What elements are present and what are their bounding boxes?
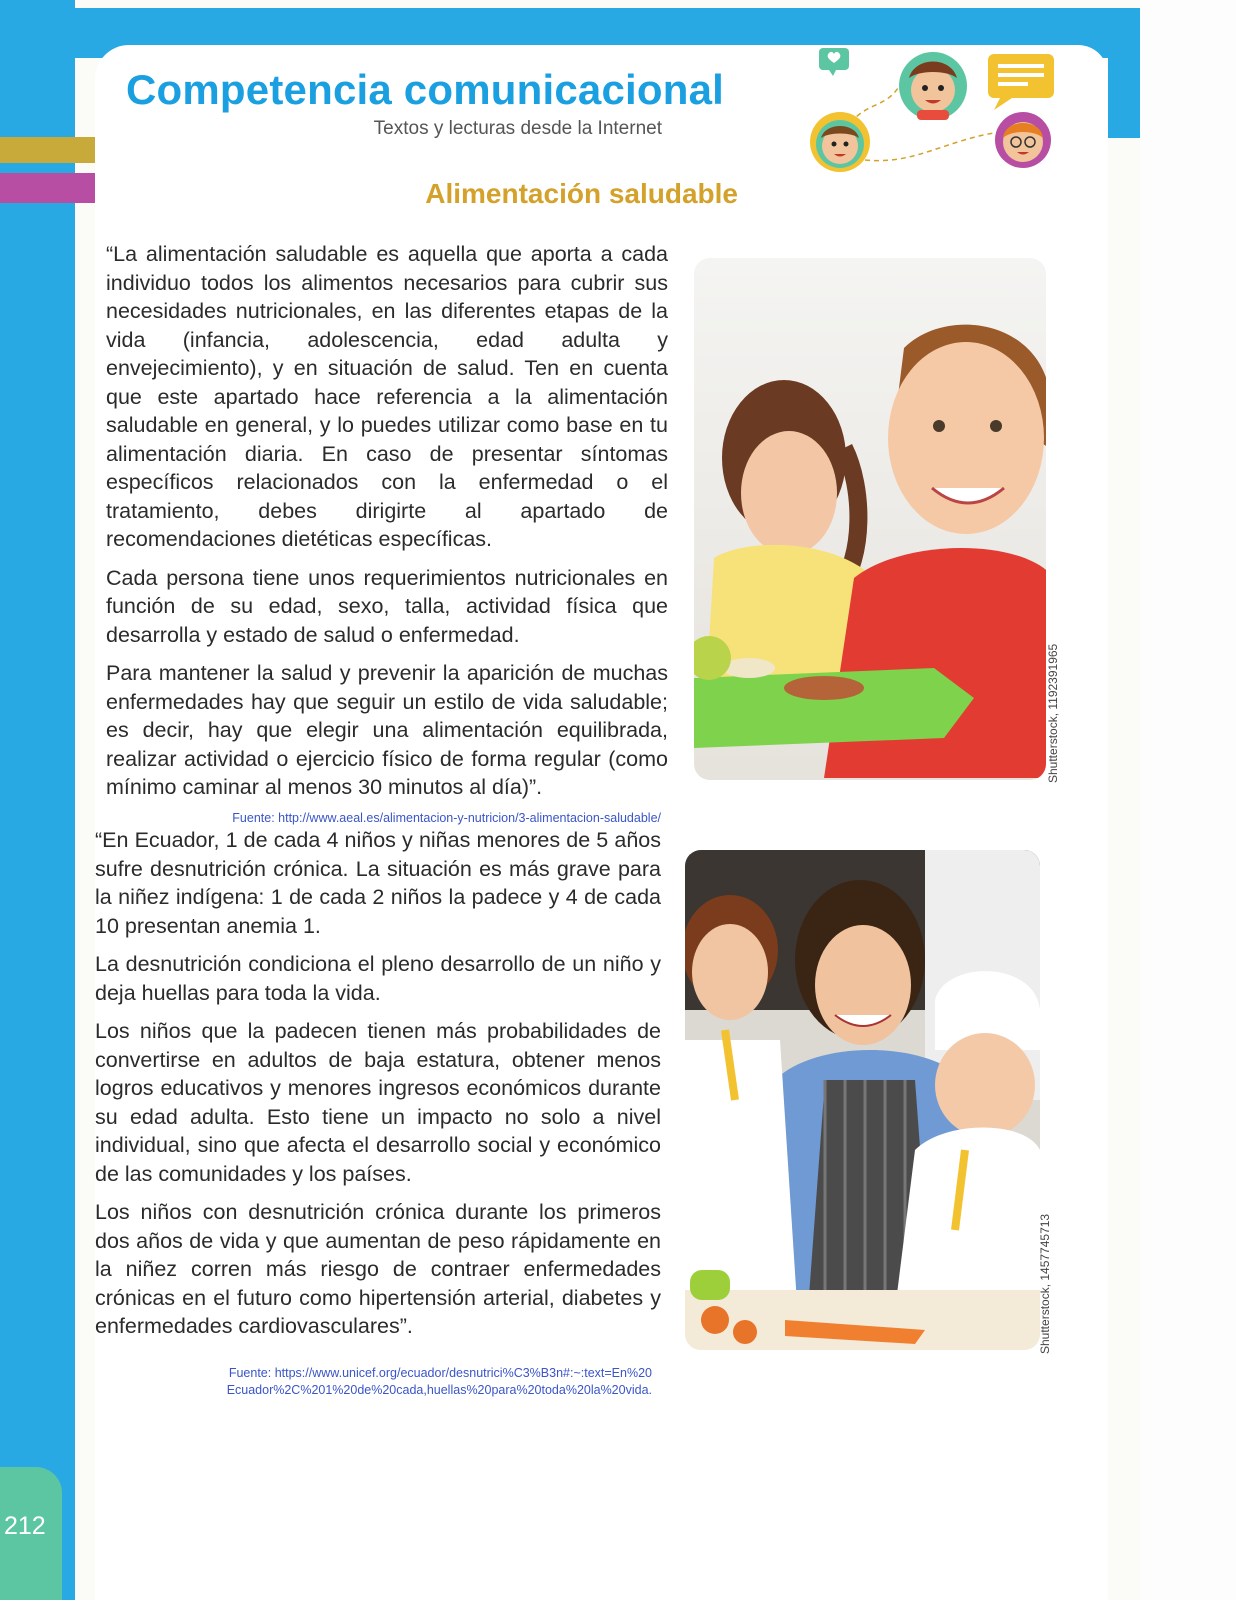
page-number: 212 — [4, 1512, 46, 1540]
photo-children-eating — [694, 258, 1046, 780]
article-2-paragraph-4: Los niños con desnutrición crónica durante los primeros dos años de vida y que aumentan de peso rápidamente en la niñez corren más riesgo de contraer enfermedades crónicas en el futuro como hipertensión arterial, diabetes y enfermedades cardiovasculares”. — [95, 1200, 661, 1338]
article-2-paragraph-1: “En Ecuador, 1 de cada 4 niños y niñas menores de 5 años sufre desnutrición crónica. La situación es más grave para la niñez indígena: 1 de cada 2 niños la padece y 4 de cada 10 presentan anemia 1. — [95, 828, 661, 938]
header-illustration — [795, 40, 1060, 180]
article-1-paragraph-1: “La alimentación saludable es aquella que aporta a cada individuo todos los alimentos necesarios para cubrir sus necesidades nutricionales, en las diferentes etapas de la vida (infancia, adolescencia, edad adulta y envejecimiento), y en situación de salud. Ten en cuenta que este apartado hace referencia a la alimentación saludable en general, y lo puedes utilizar como base en tu alimentación diaria. En caso de presentar síntomas específicos relacionados con la enfermedad o el tratamiento, debes dirigirte al apartado de recomendaciones dietéticas específicas. — [106, 242, 668, 551]
article-1-source: Fuente: http://www.aeal.es/alimentacion-y-nutricion/3-alimentacion-saludable/ — [232, 811, 661, 825]
article-2-source — [100, 1365, 652, 1399]
article-1-paragraph-3: Para mantener la salud y prevenir la aparición de muchas enfermedades hay que seguir un estilo de vida saludable; es decir, hay que elegir una alimentación equilibrada, realizar actividad o ejercicio físico de forma regular (como mínimo caminar al menos 30 minutos al día)”. — [106, 661, 668, 799]
article-2-source-line-1: Fuente: https://www.unicef.org/ecuador/desnutrici%C3%B3n#:~:text=En%20 — [228, 1366, 652, 1380]
photo-1-credit: Shutterstock, 1192391965 — [1046, 643, 1060, 783]
left-color-band — [0, 0, 75, 1600]
page-subtitle: Textos y lecturas desde la Internet — [373, 118, 662, 139]
article-1-paragraph-2: Cada persona tiene unos requerimientos nutricionales en función de su edad, sexo, talla, actividad física que desarrolla y estado de salud o enfermedad. — [106, 565, 668, 647]
gold-tab — [0, 137, 95, 163]
page-title: Competencia comunicacional — [126, 66, 725, 113]
article-2 — [95, 826, 661, 1351]
article-2-paragraph-2: La desnutrición condiciona el pleno desarrollo de un niño y deja huellas para toda la vida. — [95, 952, 661, 1005]
right-color-band — [1108, 8, 1140, 138]
child-face-icon — [899, 52, 967, 120]
photo-2-credit: Shutterstock, 1457745713 — [1038, 1213, 1052, 1354]
magenta-tab — [0, 173, 95, 203]
article-1 — [106, 240, 668, 812]
article-2-paragraph-3: Los niños que la padecen tienen más probabilidades de convertirse en adultos de baja estatura, obtener menos logros educativos y menores ingresos económicos durante su edad adulta. Esto tiene un impacto no solo a nivel individual, sino que afecta el desarrollo social y económico de las comunidades y los países. — [95, 1019, 661, 1186]
page-margin — [1140, 0, 1236, 1600]
message-bubble-icon — [988, 54, 1054, 110]
photo-family-cooking — [685, 850, 1040, 1350]
section-title: Alimentación saludable — [425, 178, 738, 209]
girl-face-icon — [995, 112, 1051, 168]
boy-face-icon — [810, 112, 870, 172]
heart-chat-icon — [819, 48, 849, 76]
article-2-source-line-2: Ecuador%2C%201%20de%20cada,huellas%20para%20toda%20la%20vida. — [226, 1383, 652, 1397]
